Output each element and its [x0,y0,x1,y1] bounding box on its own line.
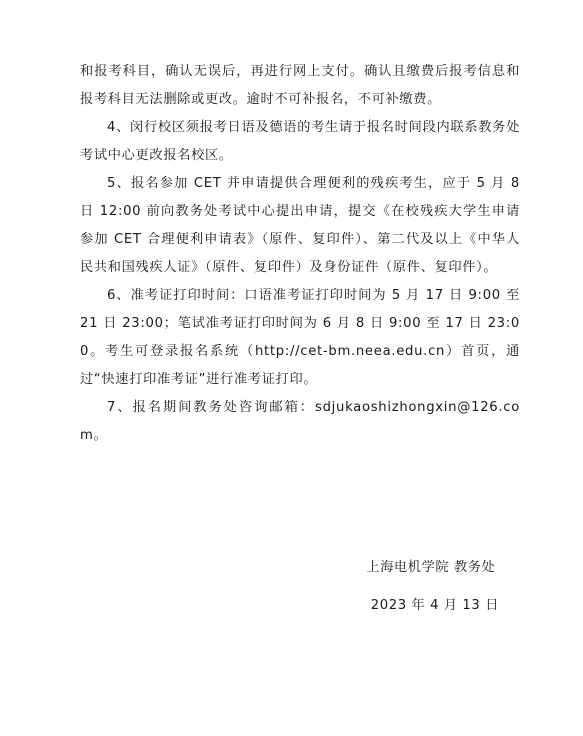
signature-organization: 上海电机学院 教务处 [366,560,496,575]
signature-date: 2023 年 4 月 13 日 [370,598,499,613]
notice-body [80,58,520,450]
paragraph-item-7: 7、报名期间教务处咨询邮箱：sdjukaoshizhongxin@126.com。 [80,400,520,443]
paragraph-continuation: 和报考科目，确认无误后，再进行网上支付。确认且缴费后报考信息和报考科目无法删除或更改。逾时不可补报名，不可补缴费。 [80,64,520,107]
paragraph-item-4: 4、闵行校区须报考日语及德语的考生请于报名时间段内联系教务处考试中心更改报名校区。 [80,120,520,163]
paragraph-item-5: 5、报名参加 CET 并申请提供合理便利的残疾考生，应于 5 月 8 日 12:00 前向教务处考试中心提出申请，提交《在校残疾大学生申请参加 CET 合理便利申请表》（原件、复印件）、第二代及以上《中华人民共和国残疾人证》（原件、复印件）及身份证件（原件、复印件）。 [80,176,520,275]
signature-block [363,558,499,616]
paragraph-item-6: 6、准考证打印时间：口语准考证打印时间为 5 月 17 日 9:00 至 21 日 23:00；笔试准考证打印时间为 6 月 8 日 9:00 至 17 日 23:00。考生可登录报名系统（http://cet-bm.neea.edu.cn）首页，通过“快速打印准考证”进行准考证打印。 [80,288,520,387]
